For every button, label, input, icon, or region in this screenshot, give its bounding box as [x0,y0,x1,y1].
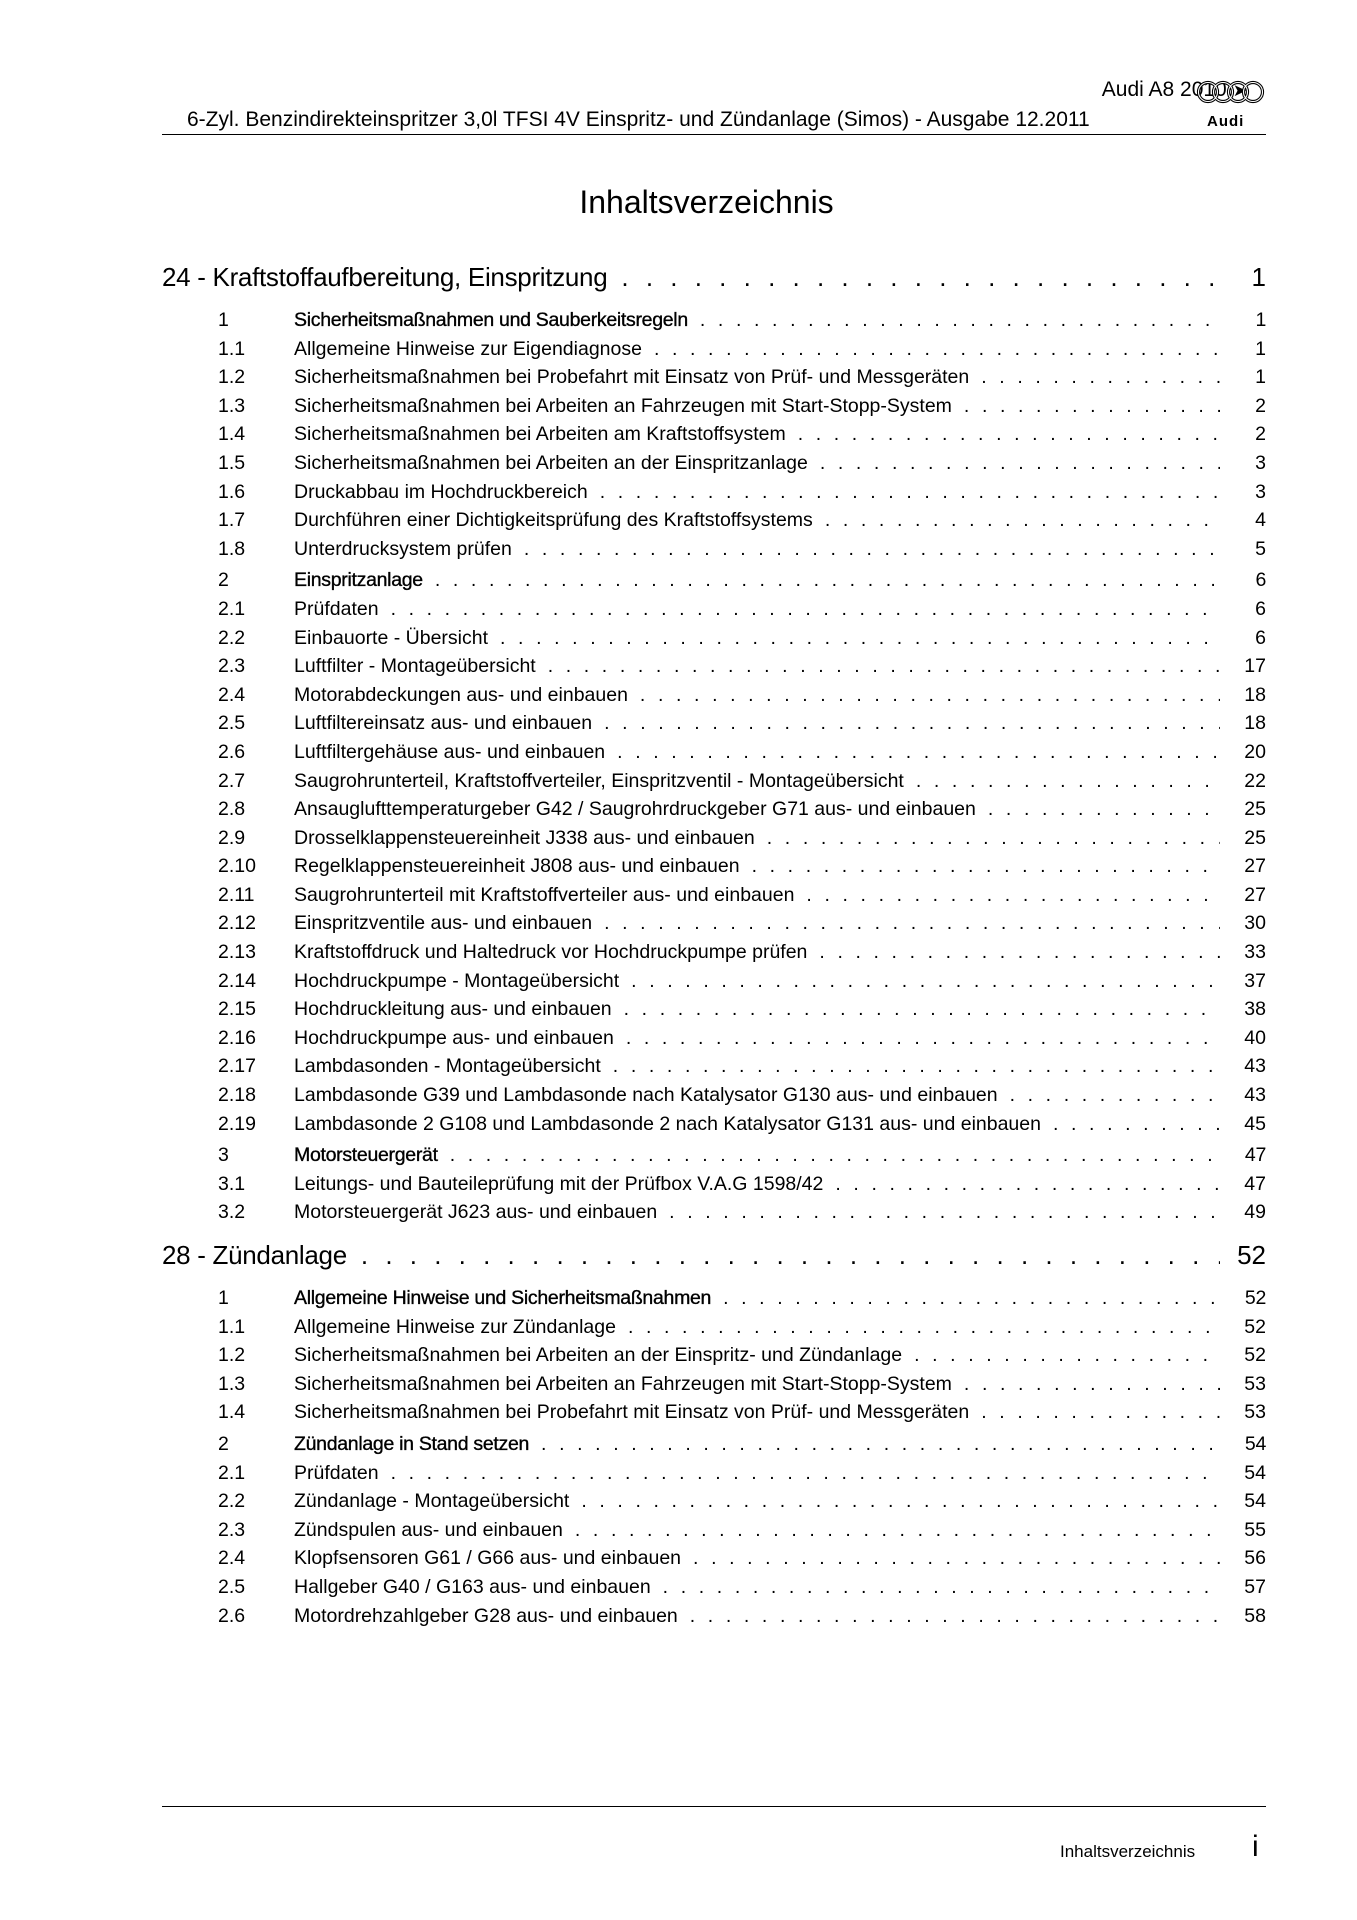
entry-number: 1.2 [218,366,246,389]
entry-number: 2.12 [218,912,256,935]
entry-number: 2.15 [218,998,256,1021]
chapter-title: 28 - Zündanlage [162,1240,347,1270]
toc-entry[interactable] [162,452,1266,481]
entry-title: Druckabbau im Hochdruckbereich [294,480,588,503]
entry-title: Motorabdeckungen aus- und einbauen [294,683,628,706]
entry-page: 17 [1244,655,1266,678]
entry-number: 2.11 [218,883,255,906]
entry-page: 47 [1244,1172,1266,1195]
entry-number: 2.8 [218,798,246,821]
dot-leader [806,884,1220,907]
entry-title: Allgemeine Hinweise zur Zündanlage [294,1315,616,1338]
entry-title: Saugrohrunterteil mit Kraftstoffverteiler aus- und einbauen [294,883,795,906]
toc-entry[interactable] [162,627,1266,656]
dot-leader [575,1519,1220,1542]
entry-number: 2.2 [218,1490,246,1513]
section-title: Zündanlage in Stand setzen [294,1432,530,1455]
entry-page: 54 [1244,1490,1266,1513]
entry-number: 1.4 [218,423,246,446]
entry-page: 4 [1255,509,1266,532]
footer-page-number: i [1252,1830,1259,1863]
dot-leader [752,855,1220,878]
entry-title: Lambdasonden - Montageübersicht [294,1055,601,1078]
dot-leader [391,598,1220,621]
entry-page: 6 [1255,597,1266,620]
entry-page: 53 [1244,1401,1266,1424]
entry-title: Lambdasonde G39 und Lambdasonde nach Katalysator G130 aus- und einbauen [294,1084,998,1107]
entry-number: 1.3 [218,1372,246,1395]
dot-leader [988,798,1220,821]
dot-leader [450,1144,1220,1167]
entry-page: 37 [1244,969,1266,992]
dot-leader [767,827,1220,850]
entry-number: 2.18 [218,1084,256,1107]
dot-leader [604,712,1220,735]
toc-entry[interactable] [162,538,1266,567]
entry-number: 2.4 [218,1547,246,1570]
entry-title: Luftfilter - Montageübersicht [294,655,536,678]
dot-leader [640,684,1220,707]
dot-leader [626,1027,1220,1050]
chapter-page: 1 [1251,262,1266,292]
dot-leader [914,1344,1220,1367]
toc-section[interactable] [162,1433,1266,1462]
entry-title: Klopfsensoren G61 / G66 aus- und einbauen [294,1547,682,1570]
entry-number: 2.10 [218,855,256,878]
section-number: 1 [218,309,229,331]
header-model-text: Audi A8 2010 [1101,78,1227,101]
section-title: Motorsteuergerät [294,1144,438,1167]
entry-page: 52 [1244,1344,1266,1367]
toc-entry[interactable] [162,941,1266,970]
entry-page: 33 [1244,941,1266,964]
audi-wordmark: Audi [1207,113,1245,130]
toc-entry[interactable] [162,598,1266,627]
dot-leader [581,1490,1220,1513]
entry-number: 1.5 [218,451,246,474]
dot-leader [690,1605,1220,1628]
entry-number: 2.2 [218,626,246,649]
toc-entry[interactable] [162,684,1266,713]
entry-number: 1.2 [218,1344,246,1367]
dot-leader [628,1316,1220,1339]
entry-title: Sicherheitsmaßnahmen bei Arbeiten an Fahrzeugen mit Start-Stopp-System [294,394,952,417]
dot-leader [835,1173,1220,1196]
entry-title: Leitungs- und Bauteileprüfung mit der Prüfbox V.A.G 1598/42 [294,1172,824,1195]
toc-entry[interactable] [162,1519,1266,1548]
dot-leader [604,912,1220,935]
section-page: 47 [1244,1144,1266,1167]
dot-leader [541,1433,1220,1456]
entry-page: 57 [1244,1575,1266,1598]
entry-number: 1.1 [218,1315,246,1338]
dot-leader [548,655,1220,678]
chapter-page: 52 [1237,1240,1266,1270]
toc-entry[interactable] [162,1084,1266,1113]
toc-entry[interactable] [162,712,1266,741]
dot-leader [723,1287,1220,1310]
dot-leader [361,1240,1220,1271]
section-number: 3 [218,1144,229,1167]
entry-number: 1.1 [218,337,246,360]
entry-page: 55 [1244,1518,1266,1541]
dot-leader [500,627,1220,650]
entry-title: Allgemeine Hinweise zur Eigendiagnose [294,337,642,360]
toc-entry[interactable] [162,1316,1266,1345]
entry-page: 2 [1255,423,1266,446]
entry-page: 5 [1255,537,1266,560]
dot-leader [693,1547,1220,1570]
toc-entry[interactable] [162,912,1266,941]
header-subtitle: 6-Zyl. Benzindirekteinspritzer 3,0l TFSI 4V Einspritz- und Zündanlage (Simos) - Ausgabe 12.2011 [187,108,1090,131]
entry-page: 40 [1244,1026,1266,1049]
section-page: 6 [1255,569,1266,592]
dot-leader [621,262,1220,293]
toc-entry[interactable] [162,1344,1266,1373]
dot-leader [613,1055,1220,1078]
dot-leader [700,309,1220,332]
chapter-title: 24 - Kraftstoffaufbereitung, Einspritzung [162,262,608,292]
entry-title: Drosselklappensteuereinheit J338 aus- und einbauen [294,826,755,849]
entry-number: 2.1 [218,1461,246,1484]
entry-number: 1.6 [218,480,246,503]
entry-title: Einbauorte - Übersicht [294,626,489,649]
entry-page: 53 [1244,1372,1266,1395]
entry-number: 2.5 [218,712,246,735]
entry-title: Motordrehzahlgeber G28 aus- und einbauen [294,1604,678,1627]
table-of-contents [162,262,1266,1633]
section-title: Sicherheitsmaßnahmen und Sauberkeitsregeln [294,309,688,331]
entry-page: 43 [1244,1055,1266,1078]
entry-page: 25 [1244,826,1266,849]
entry-number: 2.7 [218,769,246,792]
toc-chapter[interactable] [162,1240,1266,1284]
section-number: 2 [218,569,229,592]
toc-entry[interactable] [162,998,1266,1027]
entry-number: 2.5 [218,1575,246,1598]
entry-page: 20 [1244,740,1266,763]
toc-entry[interactable] [162,338,1266,367]
toc-entry[interactable] [162,1547,1266,1576]
entry-page: 30 [1244,912,1266,935]
entry-number: 2.9 [218,826,246,849]
dot-leader [916,770,1220,793]
entry-number: 1.8 [218,537,246,560]
entry-number: 2.14 [218,969,256,992]
toc-entry[interactable] [162,1027,1266,1056]
entry-title: Prüfdaten [294,597,379,620]
dot-leader [663,1576,1220,1599]
toc-entry[interactable] [162,1113,1266,1142]
entry-title: Motorsteuergerät J623 aus- und einbauen [294,1201,658,1224]
entry-title: Prüfdaten [294,1461,379,1484]
footer-label: Inhaltsverzeichnis [1060,1842,1196,1861]
toc-entry[interactable] [162,855,1266,884]
entry-page: 27 [1244,883,1266,906]
page-title: Inhaltsverzeichnis [579,184,834,220]
dot-leader [617,741,1220,764]
dot-leader [820,452,1220,475]
toc-entry[interactable] [162,741,1266,770]
entry-number: 2.4 [218,683,246,706]
toc-entry[interactable] [162,970,1266,999]
toc-entry[interactable] [162,1401,1266,1430]
arrow-right-icon: ➤ [1232,81,1247,100]
section-page: 52 [1244,1287,1266,1309]
entry-page: 49 [1244,1201,1266,1224]
toc-entry[interactable] [162,1201,1266,1230]
dot-leader [435,569,1220,592]
entry-number: 2.3 [218,655,246,678]
toc-section[interactable] [162,1144,1266,1173]
dot-leader [964,1373,1220,1396]
entry-number: 2.1 [218,597,246,620]
entry-page: 1 [1255,337,1266,360]
entry-number: 2.16 [218,1026,256,1049]
toc-entry[interactable] [162,655,1266,684]
entry-title: Kraftstoffdruck und Haltedruck vor Hochdruckpumpe prüfen [294,941,808,964]
entry-number: 2.19 [218,1112,256,1135]
entry-page: 27 [1244,855,1266,878]
entry-title: Sicherheitsmaßnahmen bei Probefahrt mit Einsatz von Prüf- und Messgeräten [294,1401,970,1424]
section-page: 54 [1244,1432,1266,1455]
entry-title: Hochdruckpumpe - Montageübersicht [294,969,620,992]
toc-entry[interactable] [162,366,1266,395]
dot-leader [964,395,1220,418]
entry-title: Regelklappensteuereinheit J808 aus- und einbauen [294,855,740,878]
dot-leader [654,338,1220,361]
entry-title: Zündanlage - Montageübersicht [294,1490,570,1513]
entry-title: Hallgeber G40 / G163 aus- und einbauen [294,1575,651,1598]
header-divider [162,134,1266,135]
entry-number: 2.6 [218,740,246,763]
entry-title: Luftfiltergehäuse aus- und einbauen [294,740,606,763]
toc-entry[interactable] [162,798,1266,827]
toc-entry[interactable] [162,1055,1266,1084]
dot-leader [600,481,1220,504]
dot-leader [524,538,1220,561]
entry-page: 6 [1255,626,1266,649]
dot-leader [981,366,1220,389]
toc-section[interactable] [162,1287,1266,1316]
toc-entry[interactable] [162,1173,1266,1202]
toc-entry[interactable] [162,1462,1266,1491]
entry-number: 1.4 [218,1401,246,1424]
footer-divider [162,1806,1266,1807]
toc-entry[interactable] [162,395,1266,424]
entry-number: 2.6 [218,1604,246,1627]
entry-title: Unterdrucksystem prüfen [294,537,512,560]
toc-entry[interactable] [162,1373,1266,1402]
entry-number: 1.7 [218,509,246,532]
entry-page: 3 [1255,451,1266,474]
toc-entry[interactable] [162,481,1266,510]
entry-page: 2 [1255,394,1266,417]
entry-title: Hochdruckleitung aus- und einbauen [294,998,612,1021]
entry-title: Luftfiltereinsatz aus- und einbauen [294,712,593,735]
entry-page: 58 [1244,1604,1266,1627]
entry-page: 43 [1244,1084,1266,1107]
entry-page: 38 [1244,998,1266,1021]
entry-title: Sicherheitsmaßnahmen bei Probefahrt mit Einsatz von Prüf- und Messgeräten [294,366,970,389]
entry-title: Saugrohrunterteil, Kraftstoffverteiler, Einspritzventil - Montageübersicht [294,769,904,792]
dot-leader [1010,1084,1220,1107]
toc-section[interactable] [162,309,1266,338]
entry-title: Einspritzventile aus- und einbauen [294,912,593,935]
toc-entry[interactable] [162,1605,1266,1634]
toc-entry[interactable] [162,509,1266,538]
toc-entry[interactable] [162,827,1266,856]
entry-title: Hochdruckpumpe aus- und einbauen [294,1026,614,1049]
dot-leader [819,941,1220,964]
dot-leader [825,509,1220,532]
entry-number: 3.2 [218,1201,246,1224]
entry-title: Ansauglufttemperaturgeber G42 / Saugrohrdruckgeber G71 aus- und einbauen [294,798,976,821]
dot-leader [631,970,1220,993]
entry-number: 1.3 [218,394,246,417]
entry-title: Sicherheitsmaßnahmen bei Arbeiten an der Einspritz- und Zündanlage [294,1344,903,1367]
entry-page: 56 [1244,1547,1266,1570]
entry-page: 18 [1244,712,1266,735]
section-number: 1 [218,1287,229,1309]
section-page: 1 [1255,309,1266,331]
section-number: 2 [218,1432,229,1455]
toc-section[interactable] [162,569,1266,598]
dot-leader [669,1201,1220,1224]
section-title: Einspritzanlage [294,569,423,592]
dot-leader [1053,1113,1220,1136]
toc-entry[interactable] [162,884,1266,913]
entry-title: Sicherheitsmaßnahmen bei Arbeiten am Kraftstoffsystem [294,423,786,446]
chapter-spacer [162,1230,1266,1240]
entry-page: 18 [1244,683,1266,706]
entry-title: Sicherheitsmaßnahmen bei Arbeiten an Fahrzeugen mit Start-Stopp-System [294,1372,952,1395]
entry-title: Durchführen einer Dichtigkeitsprüfung des Kraftstoffsystems [294,509,813,532]
entry-page: 3 [1255,480,1266,503]
toc-chapter[interactable] [162,262,1266,306]
toc-entry[interactable] [162,770,1266,799]
dot-leader [391,1462,1220,1485]
entry-number: 2.13 [218,941,256,964]
toc-entry[interactable] [162,1576,1266,1605]
section-title: Allgemeine Hinweise und Sicherheitsmaßnahmen [294,1287,712,1309]
entry-number: 2.3 [218,1518,246,1541]
entry-title: Sicherheitsmaßnahmen bei Arbeiten an der Einspritzanlage [294,451,808,474]
toc-entry[interactable] [162,1490,1266,1519]
entry-page: 22 [1244,769,1266,792]
dot-leader [981,1401,1220,1424]
entry-page: 1 [1255,366,1266,389]
entry-title: Lambdasonde 2 G108 und Lambdasonde 2 nach Katalysator G131 aus- und einbauen [294,1112,1041,1135]
dot-leader [624,998,1220,1021]
entry-page: 25 [1244,798,1266,821]
entry-title: Zündspulen aus- und einbauen [294,1518,563,1541]
entry-number: 2.17 [218,1055,256,1078]
entry-page: 45 [1244,1112,1266,1135]
dot-leader [798,423,1220,446]
entry-page: 54 [1244,1461,1266,1484]
toc-entry[interactable] [162,423,1266,452]
entry-number: 3.1 [218,1172,246,1195]
entry-page: 52 [1244,1315,1266,1338]
